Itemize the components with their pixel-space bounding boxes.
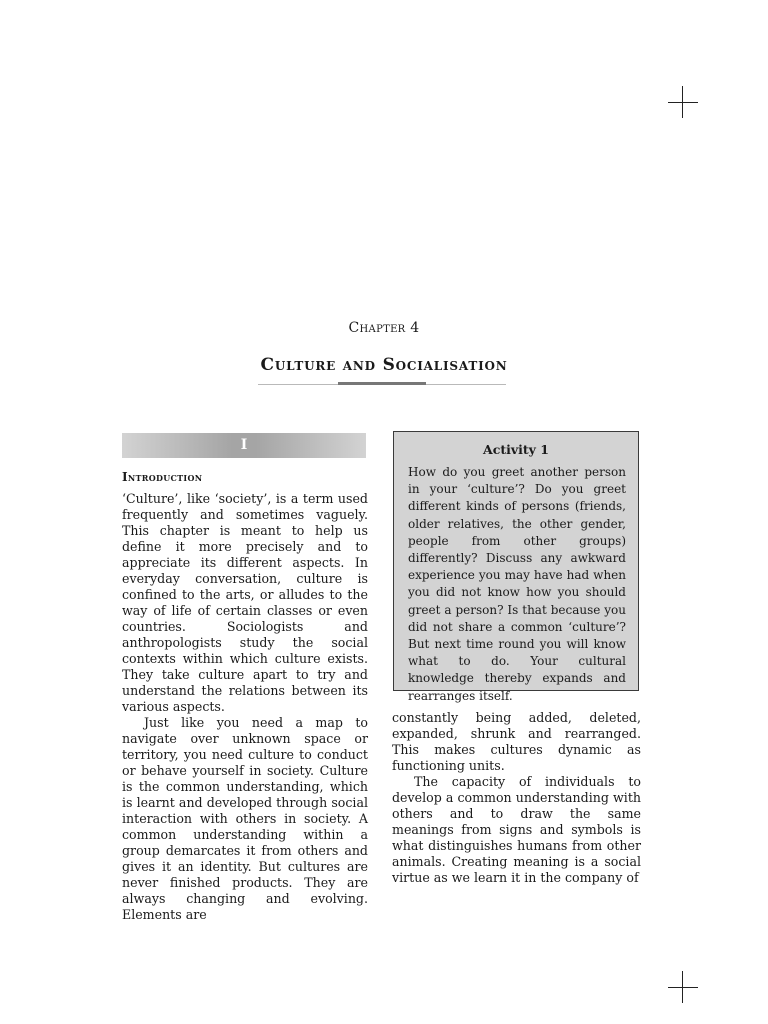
body-paragraph: constantly being added, deleted, expanded, shrunk and rearranged. This makes cultures dynamic as functioning units. bbox=[392, 710, 641, 773]
activity-box bbox=[393, 431, 639, 703]
activity-text: How do you greet another person in your ‘culture’? Do you greet different kinds of persons (friends, older relatives, the other gender, people from other groups) differently? Discuss any awkward experience you may have had when you did not know how you should greet a person? Is that because you did not share a common ‘culture’? But next time round you will know what to do. Your cultural knowledge thereby expands and rearranges itself. bbox=[408, 465, 626, 703]
body-paragraph: Just like you need a map to navigate over unknown space or territory, you need culture to conduct or behave yourself in society. Culture is the common understanding, which is learnt and developed through social interaction with others in society. A common understanding within a group demarcates it from others and gives it an identity. But cultures are never finished products. They are always changing and evolving. Elements are bbox=[122, 715, 368, 922]
left-column bbox=[122, 491, 368, 923]
crop-mark-top bbox=[668, 86, 698, 118]
body-paragraph: The capacity of individuals to develop a common understanding with others and to draw the same meanings from signs and symbols is what distinguishes humans from other animals. Creating meaning is a social virtue as we learn it in the company of bbox=[392, 774, 641, 885]
title-rule-accent bbox=[338, 382, 426, 385]
activity-title: Activity 1 bbox=[483, 442, 549, 457]
section-number-bar: I bbox=[122, 433, 366, 458]
section-heading: Introduction bbox=[122, 470, 203, 484]
right-column bbox=[392, 710, 641, 886]
intro-paragraph: ‘Culture’, like ‘society’, is a term used frequently and sometimes vaguely. This chapter is meant to help us define it more precisely and to appreciate its different aspects. In everyday conversation, culture is confined to the arts, or alludes to the way of life of certain classes or even countries. Sociologists and anthropologists study the social contexts within which culture exists. They take culture apart to try and understand the relations between its various aspects. bbox=[122, 491, 368, 714]
crop-mark-bottom bbox=[668, 971, 698, 1003]
chapter-title: Culture and Socialisation bbox=[260, 355, 508, 375]
chapter-label: Chapter 4 bbox=[348, 320, 420, 336]
